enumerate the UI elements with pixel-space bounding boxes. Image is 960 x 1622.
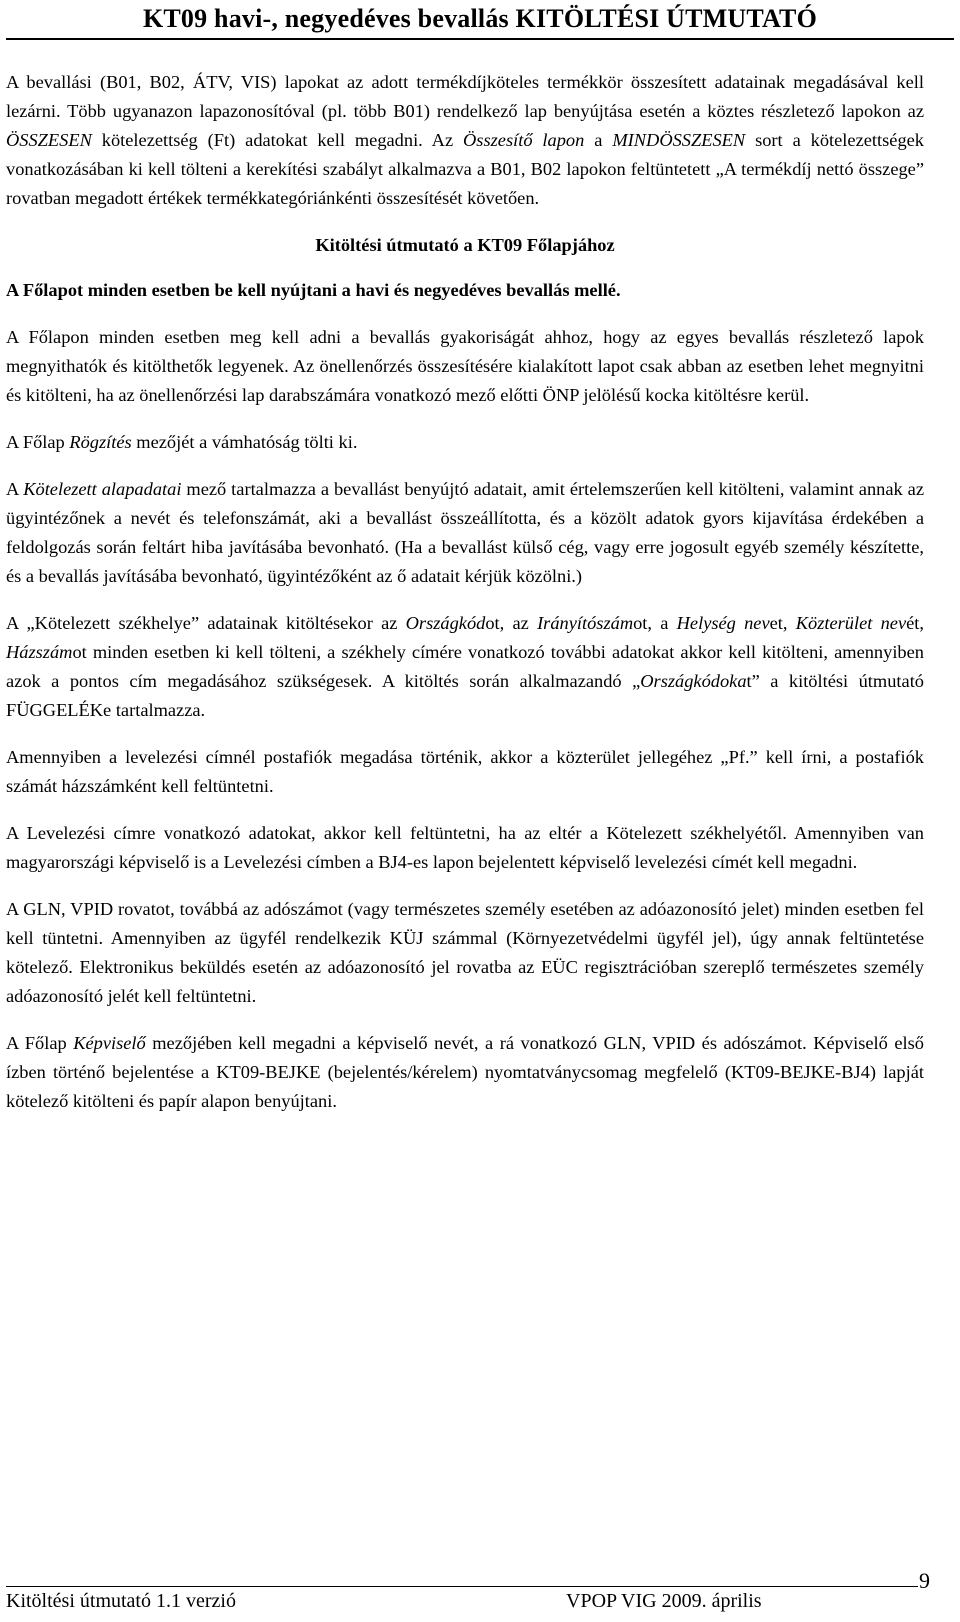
italic-term: Helység nev <box>676 613 770 633</box>
text-run: mezőjében kell megadni a képviselő nevét, a rá vonatkozó GLN, VPID és adószámot. Képviselő első ízben történő bejelentése a KT09-BEJKE (bejelentés/kérelem) nyomtatványcsomag megfelelő (KT09-BEJKE-BJ4) lapját kötelező kitölteni és papír alapon benyújtani. <box>6 1033 924 1111</box>
text-run: sort a kötelezettségek vonatkozásában ki kell tölteni a kerekítési szabályt alkalmazva a B01, B02 lapokon feltüntetett „A termékdíj nettó összege” rovatban megadott értékek termékkategóriánkénti összesítését követően. <box>6 130 924 208</box>
text-run: ot, az <box>485 613 538 633</box>
text-run: A Főlap <box>6 432 70 452</box>
italic-term: Közterület nev <box>795 613 907 633</box>
text-run: et, <box>769 613 796 633</box>
page-number: 9 <box>919 1568 930 1593</box>
bold-statement: A Főlapot minden esetben be kell nyújtani a havi és negyedéves bevallás mellé. <box>6 280 621 300</box>
text-run: mező tartalmazza a bevallást benyújtó adatait, amit értelemszerűen kell kitölteni, valamint annak az ügyintézőnek a nevét és telefonszámát, aki a bevallást összeállította, és a közölt adatok gyors kijavítása érdekében a feldolgozás során feltárt hiba javításába bevonható. (Ha a bevallást külső cég, vagy erre jogosult egyéb személy készítette, és a bevallás javításába bevonható, ügyintézőként az ő adatait kérjük közölni.) <box>6 479 924 586</box>
text-run: A bevallási (B01, B02, ÁTV, VIS) lapokat az adott termékdíjköteles termékkör összesített adatainak megadásával kell lezárni. Több ugyanazon lapazonosítóval (pl. több B01) rendelkező lap benyújtása esetén a köztes részletező lapokon az <box>6 72 924 121</box>
italic-term: Házszám <box>6 642 73 662</box>
document-body <box>6 68 924 1134</box>
paragraph-levelezesi-cim: A Levelezési címre vonatkozó adatokat, akkor kell feltüntetni, ha az eltér a Kötelezett székhelyétől. Amennyiben van magyarországi képviselő is a Levelezési címben a BJ4-es lapon bejelentett képviselő levelezési címét kell megadni. <box>6 823 924 872</box>
paragraph-lezaras <box>6 68 924 213</box>
paragraph-rogzites <box>6 428 924 457</box>
italic-term: Rögzítés <box>69 432 132 452</box>
italic-term: Képviselő <box>73 1033 146 1053</box>
italic-term: Irányítószám <box>537 613 634 633</box>
text-run: mezőjét a vámhatóság tölti ki. <box>131 432 358 452</box>
section-heading: Kitöltési útmutató a KT09 Főlapjához <box>315 235 615 255</box>
footer-version: Kitöltési útmutató 1.1 verzió <box>6 1590 236 1612</box>
italic-term: ÖSSZESEN <box>6 130 92 150</box>
text-run: A <box>6 479 24 499</box>
text-run: A Főlap <box>6 1033 74 1053</box>
footer-issuer-date: VPOP VIG 2009. április <box>566 1590 762 1612</box>
paragraph-alapadatok <box>6 475 924 591</box>
paragraph-postafiok: Amennyiben a levelezési címnél postafiók megadása történik, akkor a közterület jellegéhez „Pf.” kell írni, a postafiók számát házszámként kell feltüntetni. <box>6 747 924 796</box>
text-run: kötelezettség (Ft) adatokat kell megadni. Az <box>91 130 464 150</box>
page-header-title: KT09 havi-, negyedéves bevallás KITÖLTÉSI ÚTMUTATÓ <box>142 4 818 33</box>
paragraph-gln-vpid: A GLN, VPID rovatot, továbbá az adószámot (vagy természetes személy esetében az adóazonosító jelet) minden esetben fel kell tüntetni. Amennyiben az ügyfél rendelkezik KÜJ számmal (Környezetvédelmi ügyfél jel), úgy annak feltüntetése kötelező. Elektronikus beküldés esetén az adóazonosító jel rovatba az EÜC regisztrációban szereplő természetes személy adóazonosító jelét kell feltüntetni. <box>6 899 924 1006</box>
paragraph-kepviselo <box>6 1029 924 1116</box>
text-run: ét, <box>906 613 924 633</box>
italic-term: MINDÖSSZESEN <box>612 130 746 150</box>
text-run: t” a kitöltési útmutató FÜGGELÉKe tartalmazza. <box>6 671 924 720</box>
text-run: A „Kötelezett székhelye” adatainak kitöltésekor az <box>6 613 406 633</box>
paragraph-gyakorisag: A Főlapon minden esetben meg kell adni a bevallás gyakoriságát ahhoz, hogy az egyes bevallás részletező lapok megnyithatók és kitölthetők legyenek. Az önellenőrzés összesítésére kialakított lapot csak abban az esetben lehet megnyitni és kitölteni, ha az önellenőrzési lap darabszámára vonatkozó mező előtti ÖNP jelölésű kocka kitöltésre kerül. <box>6 327 924 405</box>
paragraph-szekhely <box>6 609 924 725</box>
italic-term: Kötelezett alapadatai <box>23 479 182 499</box>
text-run: ot minden esetben ki kell tölteni, a székhely címére vonatkozó további adatokat akkor kell kitölteni, amennyiben azok a pontos cím megadásához szükségesek. A kitöltés során alkalmazandó „ <box>6 642 924 691</box>
italic-term: Országkód <box>405 613 486 633</box>
text-run: a <box>584 130 613 150</box>
italic-term: Összesítő lapon <box>463 130 585 150</box>
footer-divider <box>6 1586 918 1587</box>
text-run: ot, a <box>633 613 677 633</box>
italic-term: Országkódoka <box>640 671 747 691</box>
header-divider <box>6 38 954 40</box>
